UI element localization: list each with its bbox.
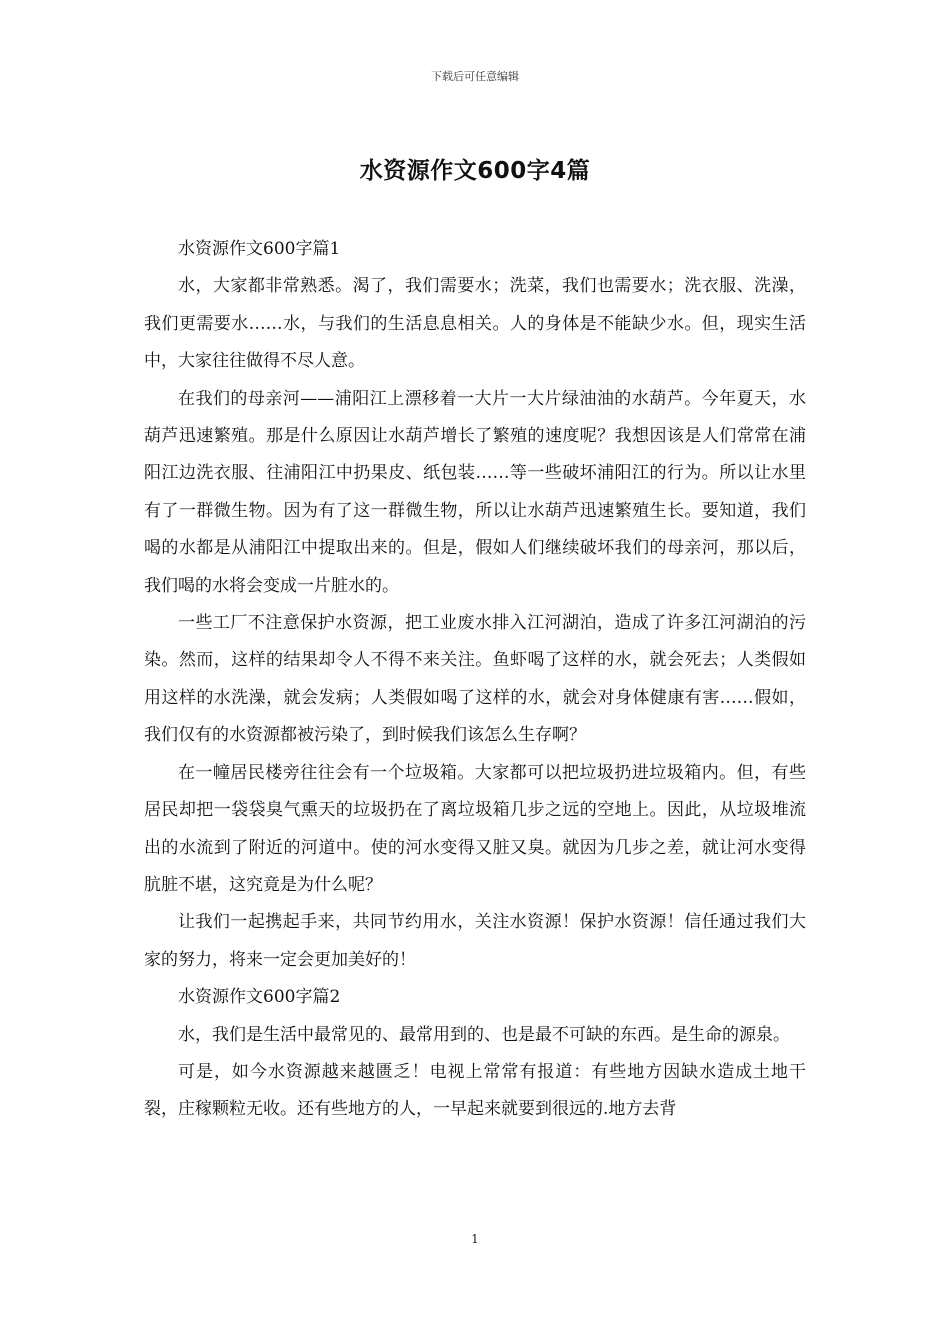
paragraph: 一些工厂不注意保护水资源，把工业废水排入江河湖泊，造成了许多江河湖泊的污染。然而，这样的结果却令人不得不来关注。鱼虾喝了这样的水，就会死去；人类假如用这样的水洗澡，就会发病；人类假如喝了这样的水，就会对身体健康有害……假如，我们仅有的水资源都被污染了，到时候我们该怎么生存啊？: [144, 613, 806, 746]
section-heading-1: 水资源作文600字篇1: [178, 239, 341, 259]
section-heading-2: 水资源作文600字篇2: [178, 987, 341, 1008]
paragraph: 水，我们是生活中最常见的、最常用到的、也是最不可缺的东西。是生命的源泉。: [178, 1024, 790, 1045]
page-number: 1: [471, 1232, 479, 1246]
paragraph: 让我们一起携起手来，共同节约用水，关注水资源！保护水资源！信任通过我们大家的努力，将来一定会更加美好的！: [144, 912, 806, 970]
paragraph: 水，大家都非常熟悉。渴了，我们需要水；洗菜，我们也需要水；洗衣服、洗澡，我们更需要水……水，与我们的生活息息相关。人的身体是不能缺少水。但，现实生活中，大家往往做得不尽人意。: [144, 276, 806, 372]
header-note: 下载后可任意编辑: [431, 70, 519, 83]
document-body: [144, 231, 806, 1129]
paragraph: 在我们的母亲河——浦阳江上漂移着一大片一大片绿油油的水葫芦。今年夏天，水葫芦迅速繁殖。那是什么原因让水葫芦增长了繁殖的速度呢？我想因该是人们常常在浦阳江边洗衣服、往浦阳江中扔果皮、纸包装……等一些破坏浦阳江的行为。所以让水里有了一群微生物。因为有了这一群微生物，所以让水葫芦迅速繁殖生长。要知道，我们喝的水都是从浦阳江中提取出来的。但是，假如人们继续破坏我们的母亲河，那以后，我们喝的水将会变成一片脏水的。: [144, 388, 806, 596]
paragraph: 在一幢居民楼旁往往会有一个垃圾箱。大家都可以把垃圾扔进垃圾箱内。但，有些居民却把一袋袋臭气熏天的垃圾扔在了离垃圾箱几步之远的空地上。因此，从垃圾堆流出的水流到了附近的河道中。使的河水变得又脏又臭。就因为几步之差，就让河水变得肮脏不堪，这究竟是为什么呢？: [144, 762, 806, 895]
document-title: 水资源作文600字4篇: [359, 158, 591, 184]
paragraph: 可是，如今水资源越来越匮乏！电视上常常有报道：有些地方因缺水造成土地干裂，庄稼颗粒无收。还有些地方的人，一早起来就要到很远的.地方去背: [144, 1061, 806, 1120]
